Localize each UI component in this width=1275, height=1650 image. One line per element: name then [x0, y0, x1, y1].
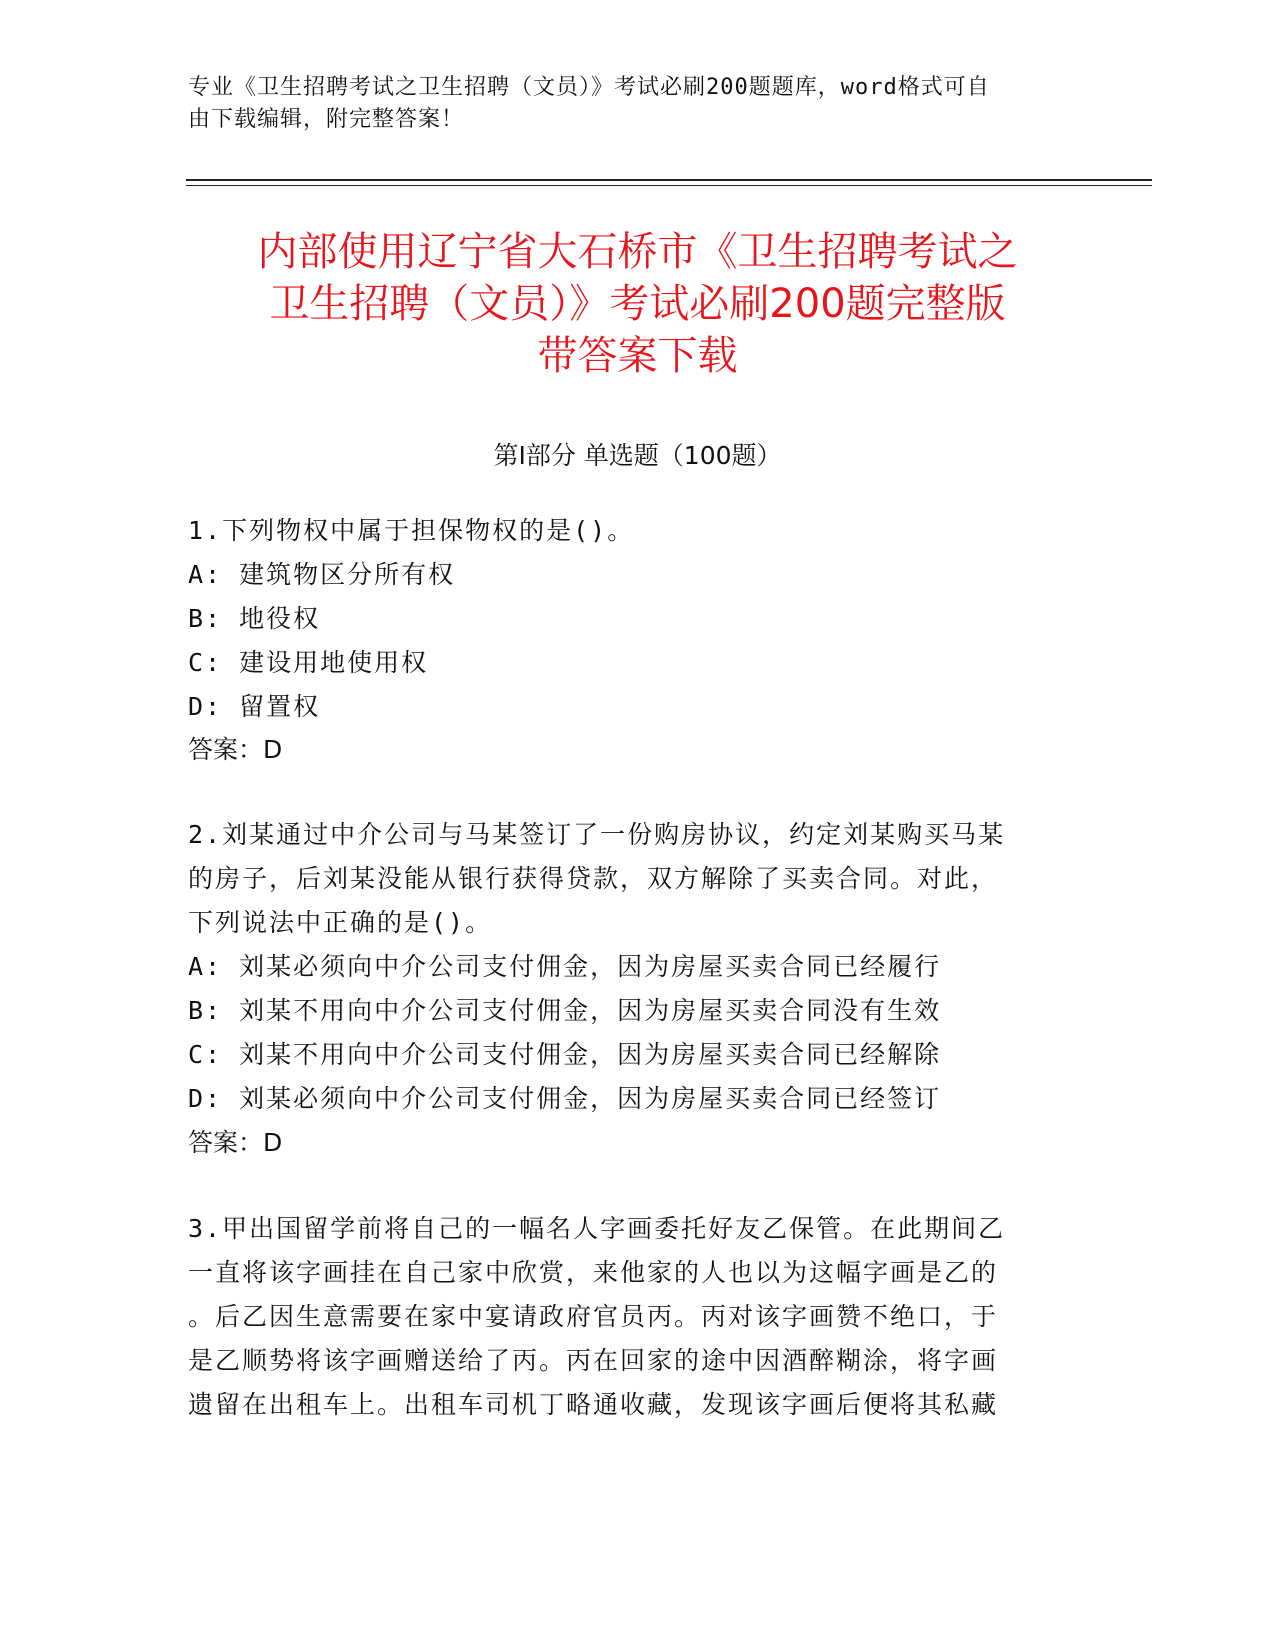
header-rule-thick [186, 179, 1152, 181]
question-3-text-line: 是乙顺势将该字画赠送给了丙。丙在回家的途中因酒醉糊涂，将字画 [188, 1346, 999, 1375]
section-title: 第Ⅰ部分 单选题（100题） [493, 441, 782, 470]
question-2-option-d: D: 刘某必须向中介公司支付佣金，因为房屋买卖合同已经签订 [188, 1084, 942, 1113]
question-1-answer: 答案：D [188, 735, 283, 764]
question-1-option-c: C: 建设用地使用权 [188, 648, 429, 677]
question-3-text-line: 。后乙因生意需要在家中宴请政府官员丙。丙对该字画赞不绝口，于 [188, 1302, 999, 1331]
question-2-option-a: A: 刘某必须向中介公司支付佣金，因为房屋买卖合同已经履行 [188, 952, 942, 981]
question-1-text: 1.下列物权中属于担保物权的是()。 [188, 516, 635, 545]
question-1-option-a: A: 建筑物区分所有权 [188, 560, 456, 589]
question-2-option-b: B: 刘某不用向中介公司支付佣金，因为房屋买卖合同没有生效 [188, 996, 942, 1025]
question-2-text-line: 2.刘某通过中介公司与马某签订了一份购房协议，约定刘某购买马某 [188, 820, 1006, 849]
document-title-line: 内部使用辽宁省大石桥市《卫生招聘考试之 [257, 229, 1018, 275]
question-1-option-b: B: 地役权 [188, 604, 321, 633]
document-title [150, 226, 1125, 382]
question-3-text-line: 3.甲出国留学前将自己的一幅名人字画委托好友乙保管。在此期间乙 [188, 1214, 1006, 1243]
question-3-text-line: 一直将该字画挂在自己家中欣赏，来他家的人也以为这幅字画是乙的 [188, 1258, 999, 1287]
question-2-text-line: 下列说法中正确的是()。 [188, 908, 493, 937]
document-title-line: 卫生招聘（文员）》考试必刷200题完整版 [269, 281, 1006, 327]
question-3-text-line: 遗留在出租车上。出租车司机丁略通收藏，发现该字画后便将其私藏 [188, 1390, 999, 1419]
header-note-line: 专业《卫生招聘考试之卫生招聘（文员）》考试必刷200题题库，word格式可自 [188, 75, 990, 100]
document-title-line: 带答案下载 [537, 333, 738, 379]
question-2-answer: 答案：D [188, 1128, 283, 1157]
header-rule-thin [186, 185, 1152, 186]
question-2-option-c: C: 刘某不用向中介公司支付佣金，因为房屋买卖合同已经解除 [188, 1040, 942, 1069]
header-note [188, 72, 1068, 136]
header-note-line: 由下载编辑，附完整答案！ [188, 107, 465, 132]
question-2-text-line: 的房子，后刘某没能从银行获得贷款，双方解除了买卖合同。对此， [188, 864, 999, 893]
question-1-option-d: D: 留置权 [188, 692, 321, 721]
